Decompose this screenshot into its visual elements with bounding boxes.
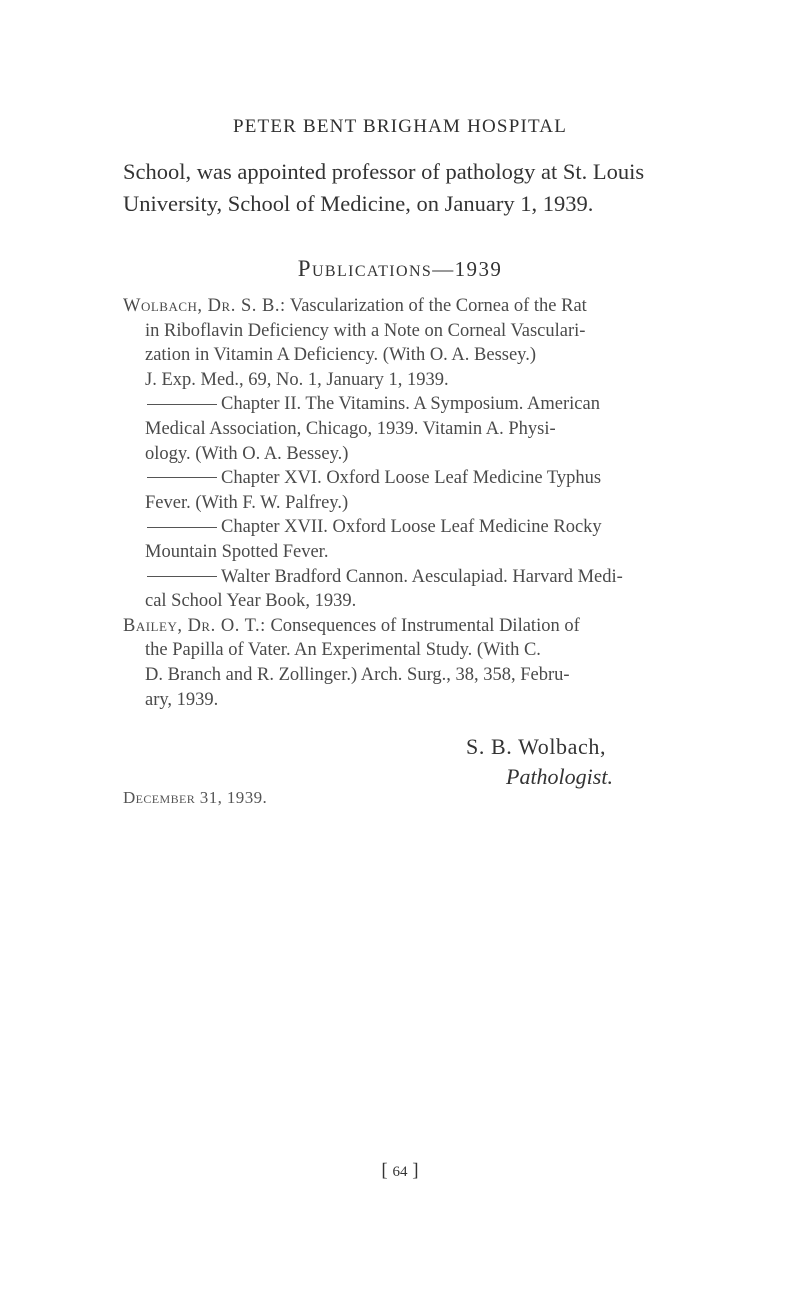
intro-line: School, was appointed professor of pathology at St. Louis xyxy=(123,159,645,184)
entry-author: Bailey, Dr. O. T.: xyxy=(123,615,266,636)
page-number: [ 64 ] xyxy=(381,1160,419,1181)
ditto-dash xyxy=(147,576,217,577)
entry-first-line xyxy=(123,565,703,590)
publication-entry xyxy=(123,565,703,614)
publication-list xyxy=(123,294,703,712)
entry-line: Medical Association, Chicago, 1939. Vitamin A. Physi- xyxy=(145,418,556,439)
signature-block xyxy=(466,732,613,792)
entry-line: zation in Vitamin A Deficiency. (With O. A. Bessey.) xyxy=(145,345,537,366)
entry-line: in Riboflavin Deficiency with a Note on Corneal Vasculari- xyxy=(145,320,586,341)
heading-rest: UBLICATIONS xyxy=(311,263,433,280)
section-heading xyxy=(0,256,800,282)
heading-dash: — xyxy=(432,257,455,281)
entry-first-line xyxy=(123,515,703,540)
entry-line: ology. (With O. A. Bessey.) xyxy=(145,443,349,464)
publication-entry xyxy=(123,614,703,712)
publication-entry xyxy=(123,515,703,564)
publication-entry xyxy=(123,294,703,392)
publication-entry xyxy=(123,392,703,466)
intro-paragraph xyxy=(123,156,703,220)
entry-first-line xyxy=(123,294,703,319)
entry-line: Fever. (With F. W. Palfrey.) xyxy=(145,492,349,513)
entry-title: Chapter XVI. Oxford Loose Leaf Medicine Typhus xyxy=(221,468,602,489)
signature-role: Pathologist. xyxy=(506,764,613,789)
entry-line: D. Branch and R. Zollinger.) Arch. Surg., 38, 358, Febru- xyxy=(145,664,570,685)
entry-title: Chapter II. The Vitamins. A Symposium. American xyxy=(221,394,600,415)
publication-entry xyxy=(123,466,703,515)
ditto-dash xyxy=(147,404,217,405)
entry-title: Chapter XVII. Oxford Loose Leaf Medicine Rocky xyxy=(221,517,602,538)
running-head: PETER BENT BRIGHAM HOSPITAL xyxy=(232,116,567,137)
heading-initial: P xyxy=(297,256,312,281)
ditto-dash xyxy=(147,527,217,528)
entry-line: Mountain Spotted Fever. xyxy=(145,541,329,562)
date-line: December 31, 1939. xyxy=(123,788,268,807)
entry-line: J. Exp. Med., 69, No. 1, January 1, 1939. xyxy=(145,369,449,390)
signature-name: S. B. Wolbach, xyxy=(466,734,607,759)
entry-first-line xyxy=(123,466,703,491)
entry-author: Wolbach, Dr. S. B.: xyxy=(123,296,286,316)
page-number-value: 64 xyxy=(392,1164,408,1180)
entry-line: ary, 1939. xyxy=(145,689,219,710)
entry-line: the Papilla of Vater. An Experimental Study. (With C. xyxy=(145,640,541,661)
entry-line: cal School Year Book, 1939. xyxy=(145,591,357,612)
entry-title: Consequences of Instrumental Dilation of xyxy=(265,615,580,636)
entry-title: Walter Bradford Cannon. Aesculapiad. Harvard Medi- xyxy=(221,566,623,587)
entry-first-line xyxy=(123,392,703,417)
entry-first-line xyxy=(123,614,703,639)
entry-title: Vascularization of the Cornea of the Rat xyxy=(285,296,587,316)
intro-line: University, School of Medicine, on January 1, 1939. xyxy=(123,191,594,216)
ditto-dash xyxy=(147,477,217,478)
heading-year: 1939 xyxy=(454,257,503,281)
